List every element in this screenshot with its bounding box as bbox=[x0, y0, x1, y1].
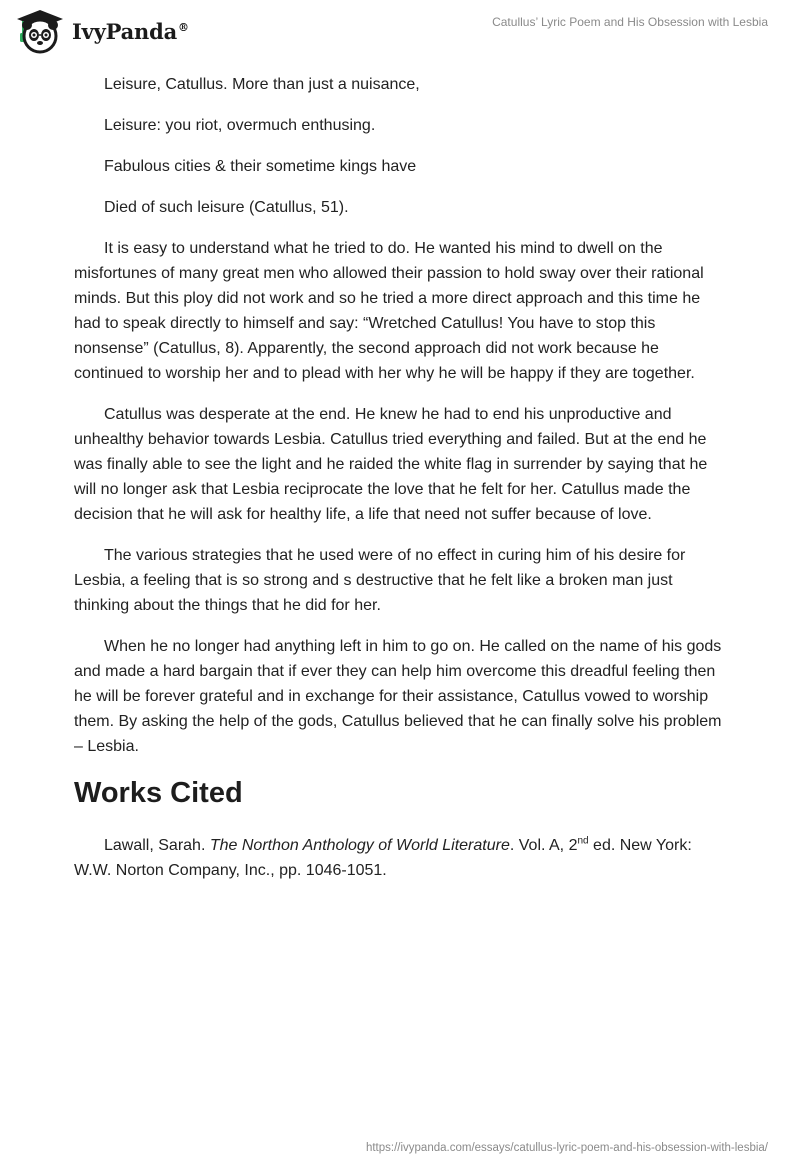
works-cited-heading: Works Cited bbox=[74, 777, 243, 809]
body-paragraph: The various strategies that he used were of no effect in curing him of his desire for Lesbia, a feeling that is so strong and s destructive that he felt like a broken man just thinking about the things that he did for her. bbox=[74, 547, 686, 614]
essay-body bbox=[74, 72, 726, 883]
poem-verse-line: Fabulous cities & their sometime kings have bbox=[104, 158, 417, 175]
citation-publisher: ed. New York: W.W. Norton Company, Inc., pp. 1046-1051. bbox=[74, 837, 692, 879]
document-title: Catullus’ Lyric Poem and His Obsession with Lesbia bbox=[492, 15, 768, 29]
body-paragraph: When he no longer had anything left in him to go on. He called on the name of his gods and made a hard bargain that if ever they can help him overcome this dreadful feeling then he will be forever grateful and in exchange for their assistance, Catullus vowed to worship them. By asking the help of the gods, Catullus believed that he can finally solve his problem – Lesbia. bbox=[74, 638, 722, 755]
poem-verse-line: Leisure, Catullus. More than just a nuisance, bbox=[104, 76, 420, 93]
body-paragraph: It is easy to understand what he tried to do. He wanted his mind to dwell on the misfortunes of many great men who allowed their passion to hold sway over their rational minds. But this ploy did not work and so he tried a more direct approach and this time he had to speak directly to himself and say: “Wretched Catullus! You have to stop this nonsense” (Catullus, 8). Apparently, the second approach did not work because he continued to worship her and to plead with her why he will be happy if they are together. bbox=[74, 240, 704, 382]
citation-author: Lawall, Sarah. bbox=[104, 837, 210, 854]
body-paragraph: Catullus was desperate at the end. He knew he had to end his unproductive and unhealthy behavior towards Lesbia. Catullus tried everything and failed. But at the end he was finally able to see the light and he raided the white flag in surrender by saying that he will no longer ask that Lesbia reciprocate the love that he felt for her. Catullus made the decision that he will ask for healthy life, a life that need not suffer because of love. bbox=[74, 406, 708, 523]
poem-verse-line: Leisure: you riot, overmuch enthusing. bbox=[104, 117, 376, 134]
ivypanda-logo[interactable] bbox=[15, 8, 189, 54]
citation-volume: . Vol. A, 2 bbox=[509, 837, 578, 854]
citation-edition-suffix: nd bbox=[577, 835, 589, 847]
source-url[interactable]: https://ivypanda.com/essays/catullus-lyric-poem-and-his-obsession-with-lesbia/ bbox=[365, 1142, 768, 1154]
page-header bbox=[0, 0, 800, 64]
citation-book-title: The Northon Anthology of World Literature bbox=[209, 837, 510, 854]
citation-entry bbox=[74, 833, 726, 883]
poem-verse-line: Died of such leisure (Catullus, 51). bbox=[104, 199, 349, 216]
logo-text: IvyPanda® bbox=[72, 18, 189, 44]
panda-graduate-icon bbox=[15, 8, 65, 54]
